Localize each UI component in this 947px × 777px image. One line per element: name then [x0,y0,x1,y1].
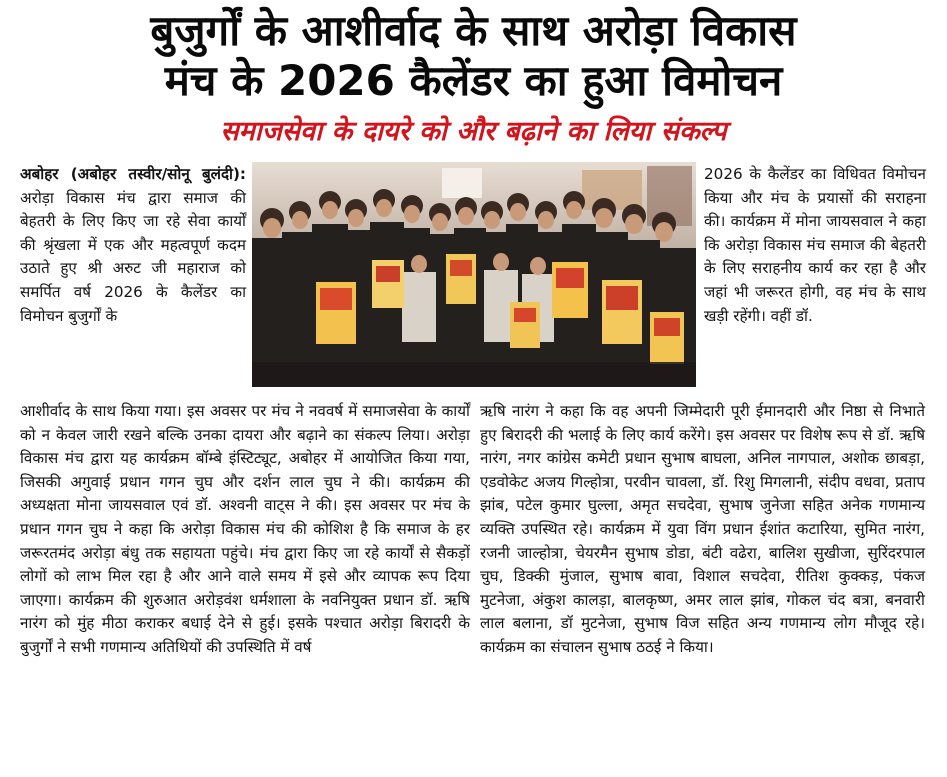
article-bottom-right: ऋषि नारंग ने कहा कि वह अपनी जिम्मेदारी पूरी ईमानदारी और निष्ठा से निभाते हुए बिरादरी की भलाई के लिए कार्य करेंगे। इस अवसर पर विशेष रूप से डॉ. ऋषि नारंग, नगर कांग्रेस कमेटी प्रधान सुभाष बाघला, अनिल नागपाल, अशोक छाबड़ा, एडवोकेट अजय गिल्होत्रा, परवीन चावला, डॉ. रिशु मिगलानी, संदीप वधवा, प्रताप झांब, पटेल कुमार घुल्ला, अमृत सचदेवा, सुभाष जुनेजा सहित अनेक गणमान्य व्यक्ति उपस्थित रहे। कार्यक्रम में युवा विंग प्रधान ईशांत कटारिया, सुमित नारंग, रजनी जाल्होत्रा, चेयरमैन सुभाष डोडा, बंटी वढेरा, बालिश सुखीजा, सुरिंदरपाल चुघ, डिक्की मुंजाल, सुभाष बावा, विशाल सचदेवा, रीतिश कुक्कड़, पंकज मुटनेजा, अंकुश कालड़ा, बालकृष्ण, अमर लाल झांब, गोकल चंद बत्रा, बनवारी लाल बलाना, डॉ मुटनेजा, सुभाष विज सहित अन्य गणमान्य लोग मौजूद रहे। कार्यक्रम का संचालन सुभाष ठठई ने किया। [480,402,925,656]
headline-line-2: मंच के 2026 कैलेंडर का हुआ विमोचन [164,56,783,105]
left-column-text: अरोड़ा विकास मंच द्वारा समाज की बेहतरी के लिए किए जा रहे सेवा कार्यों की श्रृंखला में एक और महत्वपूर्ण कदम उठाते हुए श्री अरुट जी महाराज को समर्पित वर्ष 2026 के कैलेंडर का विमोचन बुजुर्गों के [20,188,246,325]
dateline: अबोहर (अबोहर तस्वीर/सोनू बुलंदी): [20,165,246,183]
article-bottom-left: आशीर्वाद के साथ किया गया। इस अवसर पर मंच ने नववर्ष में समाजसेवा के कार्यों को न केवल जारी रखने बल्कि उनका दायरा और बढ़ाने का संकल्प लिया। अरोड़ा विकास मंच द्वारा यह कार्यक्रम बॉम्बे इंस्टिट्यूट, अबोहर में आयोजित किया गया, जिसकी अगुवाई प्रधान गगन चुघ और दर्शन लाल चुघ ने की। कार्यक्रम की अध्यक्षता मोना जायसवाल एवं डॉ. अश्वनी वाट्स ने की। इस अवसर पर मंच के प्रधान गगन चुघ ने कहा कि अरोड़ा विकास मंच की कोशिश है कि समाज के हर जरूरतमंद अरोड़ा बंधु तक सहायता पहुंचे। मंच द्वारा किए जा रहे कार्यों से सैकड़ों लोगों को लाभ मिल रहा है और आने वाले समय में इसे और व्यापक रूप दिया जाएगा। कार्यक्रम की शुरुआत अरोड़वंश धर्मशाला के नवनियुक्त प्रधान डॉ. ऋषि नारंग को मुंह मीठा कराकर बधाई देने से हुई। इसके पश्चात अरोड़ा बिरादरी के बुजुर्गों ने सभी गणमान्य अतिथियों की उपस्थिति में वर्ष [20,402,470,656]
event-photo-graphic [252,162,696,387]
event-photo [252,162,696,387]
headline-line-1: बुजुर्गों के आशीर्वाद के साथ अरोड़ा विकास [150,6,797,55]
article-right-column: 2026 के कैलेंडर का विधिवत विमोचन किया और मंच के प्रयासों की सराहना की। कार्यक्रम में मोना जायसवाल ने कहा कि अरोड़ा विकास मंच समाज की बेहतरी के लिए सराहनीय कार्य कर रहा है और जहां भी जरूरत होगी, वह मंच के साथ खड़ी रहेंगी। वहीं डॉ. [704,165,926,325]
article-left-column [20,163,246,328]
headline [0,6,947,106]
subheadline: समाजसेवा के दायरे को और बढ़ाने का लिया संकल्प [220,116,727,147]
